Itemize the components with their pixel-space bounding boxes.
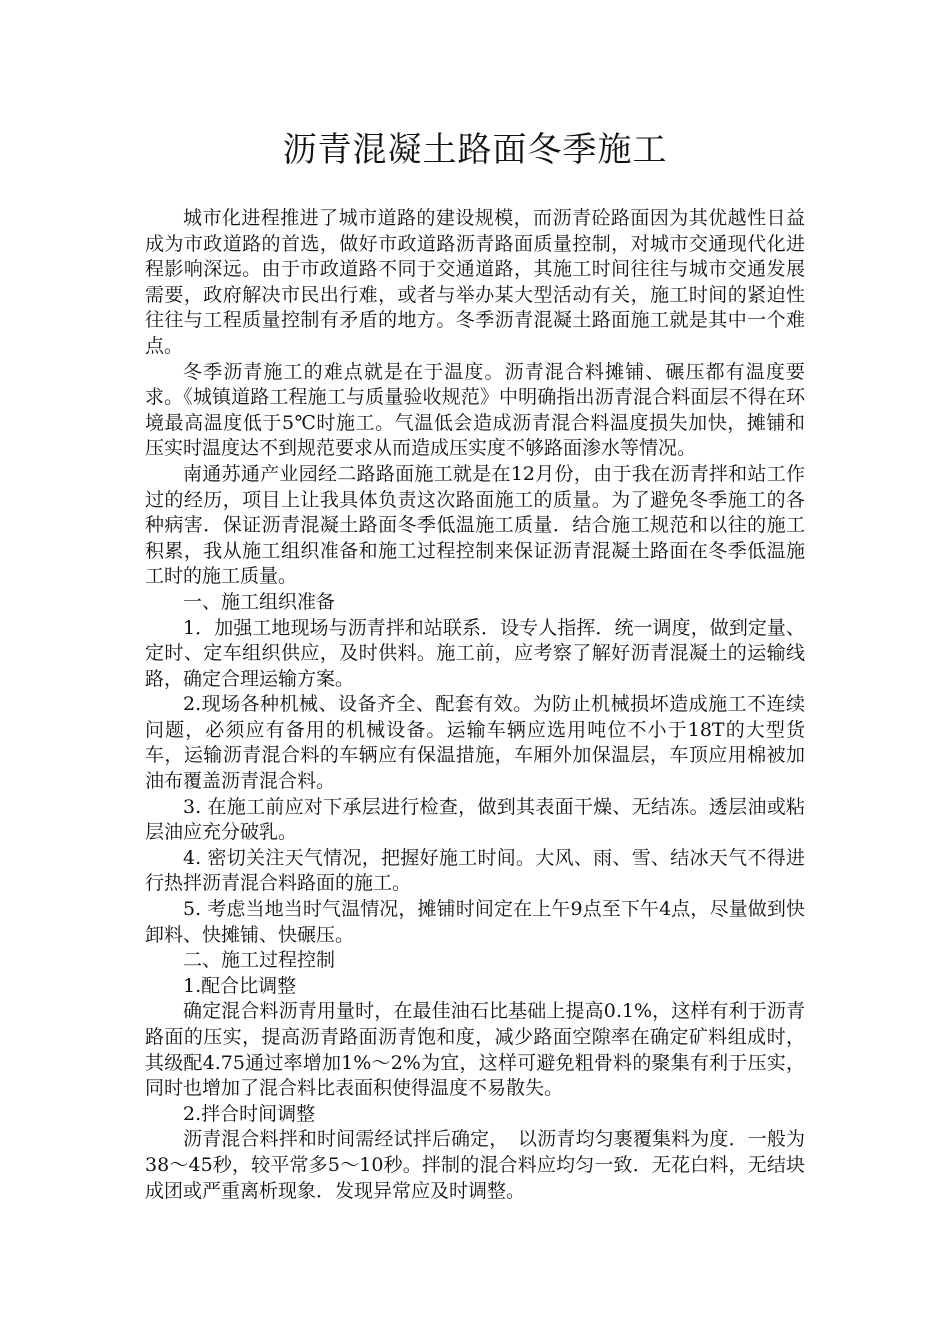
section-heading-process-control: 二、施工过程控制 <box>183 949 336 972</box>
subheading-mixing-time: 2.拌合时间调整 <box>183 1102 316 1125</box>
mixing-time-paragraph: 沥青混合料拌和时间需经试拌后确定， 以沥青均匀裹覆集料为度．一般为38～45秒，较平常多5～10秒。拌制的混合料应均匀一致．无花白料，无结块成团或严重离析现象．发现异常应及时调整。 <box>145 1128 805 1202</box>
document-title: 沥青混凝土路面冬季施工 <box>282 130 668 170</box>
organization-item-2: 2.现场各种机械、设备齐全、配套有效。为防止机械损坏造成施工不连续问题，必须应有备用的机械设备。运输车辆应选用吨位不小于18T的大型货车，运输沥青混合料的车辆应有保温措施，车厢外加保温层，车顶应用棉被加油布覆盖沥青混合料。 <box>145 693 805 793</box>
organization-item-4: 4. 密切关注天气情况，把握好施工时间。大风、雨、雪、结冰天气不得进行热拌沥青混合料路面的施工。 <box>145 846 805 895</box>
mix-ratio-paragraph: 确定混合料沥青用量时，在最佳油石比基础上提高0.1%，这样有利于沥青路面的压实，提高沥青路面沥青饱和度，减少路面空隙率在确定矿料组成时，其级配4.75通过率增加1%～2%为宜，这样可避免粗骨料的聚集有利于压实，同时也增加了混合料比表面积使得温度不易散失。 <box>145 1000 805 1100</box>
document-body <box>145 206 805 1204</box>
organization-item-3: 3. 在施工前应对下承层进行检查，做到其表面干燥、无结冻。透层油或粘层油应充分破乳。 <box>145 795 805 844</box>
intro-paragraph: 城市化进程推进了城市道路的建设规模，而沥青砼路面因为其优越性日益成为市政道路的首选，做好市政道路沥青路面质量控制，对城市交通现代化进程影响深远。由于市政道路不同于交通道路，其施工时间往往与城市交通发展需要，政府解决市民出行难，或者与举办某大型活动有关，施工时间的紧迫性往往与工程质量控制有矛盾的地方。冬季沥青混凝土路面施工就是其中一个难点。 <box>145 207 805 357</box>
project-paragraph: 南通苏通产业园经二路路面施工就是在12月份，由于我在沥青拌和站工作过的经历，项目上让我具体负责这次路面施工的质量。为了避免冬季施工的各种病害．保证沥青混凝土路面冬季低温施工质量．结合施工规范和以往的施工积累，我从施工组织准备和施工过程控制来保证沥青混凝土路面在冬季低温施工时的施工质量。 <box>145 462 805 588</box>
organization-item-1: 1．加强工地现场与沥青拌和站联系．设专人指挥．统一调度，做到定量、定时、定车组织供应，及时供料。施工前，应考察了解好沥青混凝土的运输线路，确定合理运输方案。 <box>145 616 805 690</box>
difficulty-paragraph: 冬季沥青施工的难点就是在于温度。沥青混合料摊铺、碾压都有温度要求。《城镇道路工程施工与质量验收规范》中明确指出沥青混合料面层不得在环境最高温度低于5℃时施工。气温低会造成沥青混合料温度损失加快，摊铺和压实时温度达不到规范要求从而造成压实度不够路面渗水等情况。 <box>145 360 805 460</box>
organization-item-5: 5. 考虑当地当时气温情况，摊铺时间定在上午9点至下午4点，尽量做到快卸料、快摊铺、快碾压。 <box>145 898 805 946</box>
subheading-mix-ratio: 1.配合比调整 <box>183 974 297 997</box>
section-heading-organization: 一、施工组织准备 <box>183 590 336 613</box>
